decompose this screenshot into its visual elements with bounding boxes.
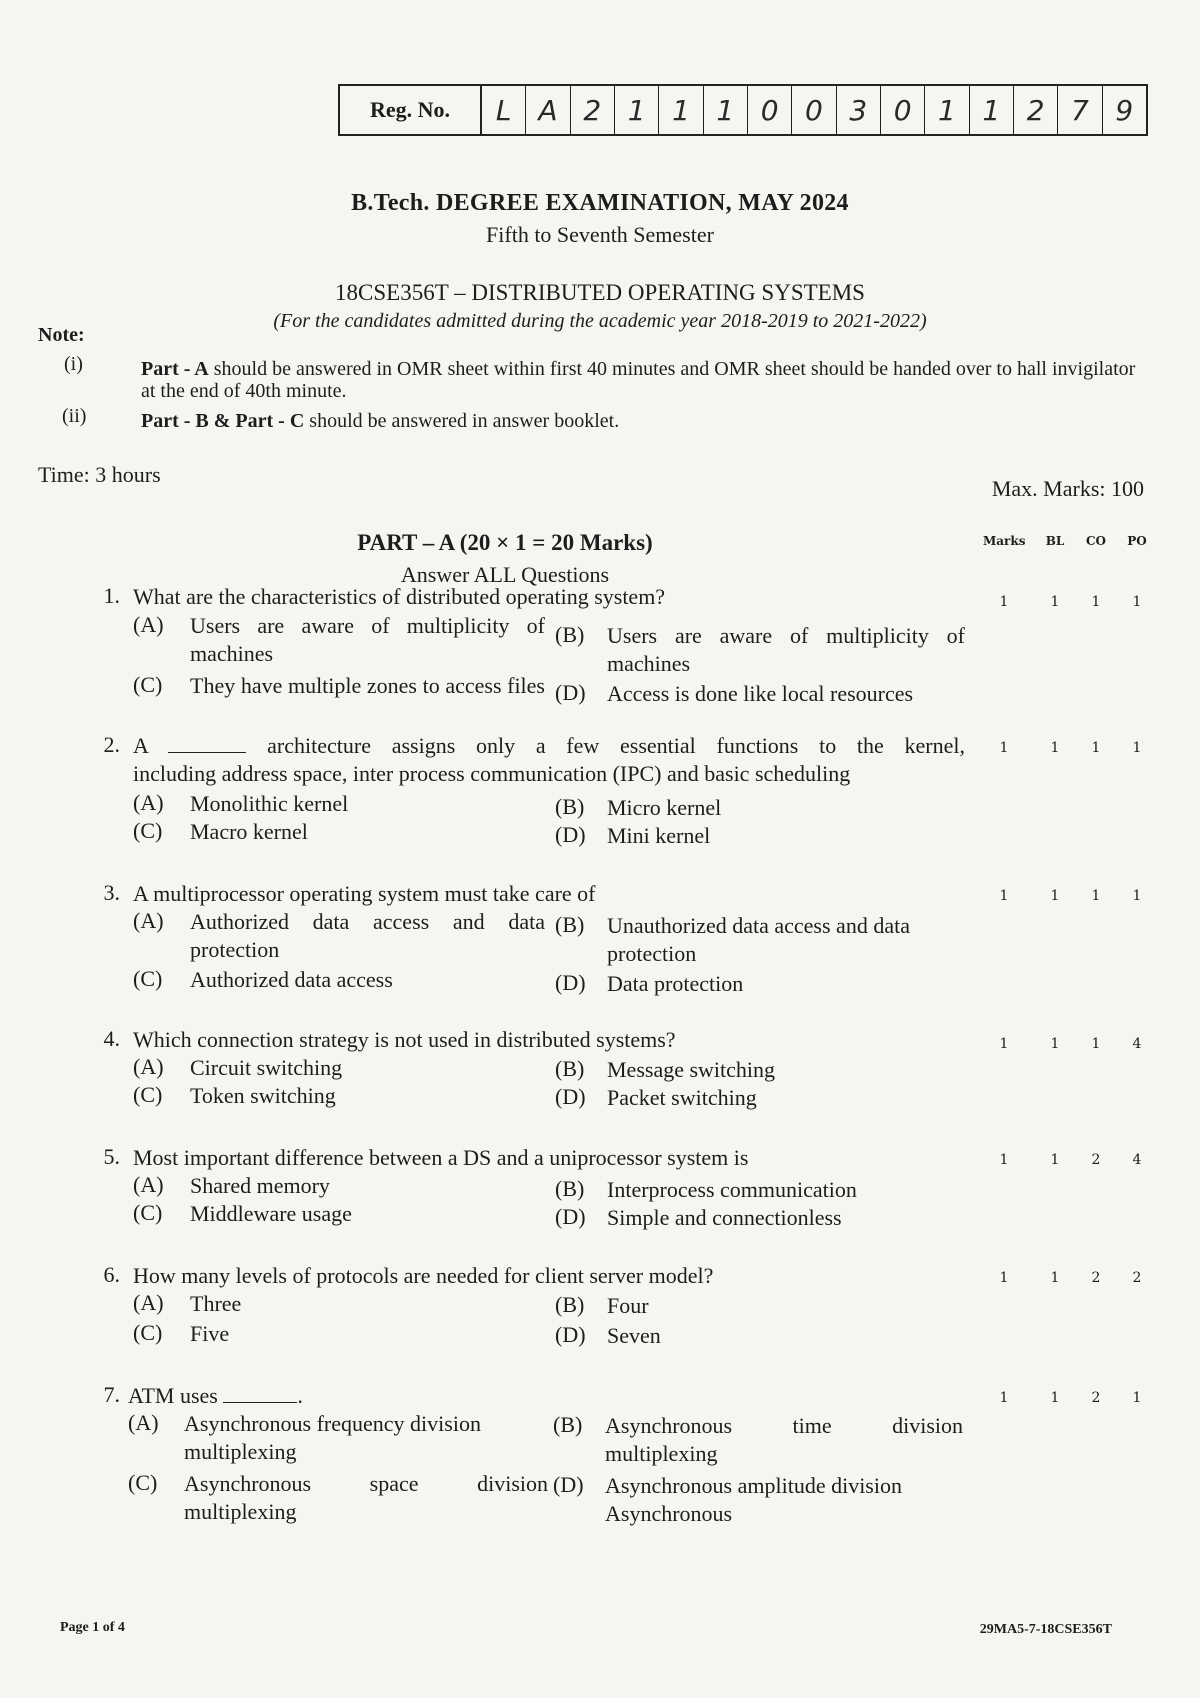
note-lead: Part - B & Part - C: [141, 410, 305, 432]
option-c: Macro kernel: [190, 819, 308, 844]
option-letter: (A): [133, 1172, 164, 1197]
option-a: Monolithic kernel: [190, 791, 349, 816]
semester: Fifth to Seventh Semester: [486, 222, 714, 247]
reg-digit: 0: [748, 86, 792, 134]
co-value: 1: [1091, 594, 1101, 610]
option-letter: (D): [555, 1084, 586, 1109]
option-letter: (D): [553, 1472, 584, 1497]
bl-value: 1: [1050, 1270, 1060, 1286]
option-letter: (C): [133, 1082, 163, 1107]
option-letter: (A): [133, 1054, 164, 1079]
option-letter: (C): [128, 1470, 158, 1495]
question-number: 3.: [103, 880, 120, 905]
option-c: Token switching: [190, 1083, 336, 1108]
option-letter: (B): [555, 622, 585, 647]
option-b: Micro kernel: [607, 795, 722, 820]
co-value: 2: [1091, 1152, 1101, 1168]
part-a-subtitle: Answer ALL Questions: [400, 562, 610, 587]
question-text-part: ATM uses: [128, 1383, 218, 1408]
option-d: Packet switching: [607, 1085, 757, 1110]
reg-number-label: Reg. No.: [340, 86, 482, 134]
option-a: Users are aware of multiplicity of machines: [190, 613, 545, 666]
marks-value: 1: [999, 594, 1009, 610]
option-d: Simple and connectionless: [607, 1205, 842, 1230]
po-value: 1: [1132, 888, 1142, 904]
option-letter: (D): [555, 970, 586, 995]
option-d: Seven: [607, 1323, 661, 1348]
marks-value: 1: [999, 1036, 1009, 1052]
bl-value: 1: [1050, 1390, 1060, 1406]
co-value: 1: [1091, 888, 1101, 904]
question-text: What are the characteristics of distributed operating system?: [133, 584, 666, 609]
option-letter: (D): [555, 822, 586, 847]
option-b: Interprocess communication: [607, 1177, 857, 1202]
question-text: A multiprocessor operating system must take care of: [133, 881, 596, 906]
eligibility-note: (For the candidates admitted during the academic year 2018-2019 to 2021-2022): [273, 310, 927, 332]
option-a: Three: [190, 1291, 242, 1316]
reg-number-box: [338, 84, 1148, 136]
reg-digit: 0: [881, 86, 925, 134]
option-a: Circuit switching: [190, 1055, 343, 1080]
question-text: Which connection strategy is not used in distributed systems?: [133, 1027, 676, 1052]
co-value: 2: [1091, 1390, 1101, 1406]
co-value: 2: [1091, 1270, 1101, 1286]
co-value: 1: [1091, 740, 1101, 756]
option-letter: (D): [555, 1322, 586, 1347]
note-body: should be answered in OMR sheet within first 40 minutes and OMR sheet should be handed over to hall invigilator at the end of 40th minute.: [141, 358, 1136, 402]
question-text-part: A: [133, 733, 148, 758]
reg-digit: 1: [970, 86, 1014, 134]
column-header-po: PO: [1127, 534, 1147, 548]
page-number: Page 1 of 4: [60, 1620, 125, 1635]
option-letter: (C): [133, 672, 163, 697]
reg-digit: L: [482, 86, 526, 134]
bl-value: 1: [1050, 888, 1060, 904]
option-b: Four: [607, 1293, 649, 1318]
po-value: 1: [1132, 1390, 1142, 1406]
marks-value: 1: [999, 1390, 1009, 1406]
option-b: Asynchronous time division multiplexing: [605, 1413, 963, 1466]
option-letter: (A): [128, 1410, 159, 1435]
column-header-bl: BL: [1045, 534, 1065, 548]
paper-code: 29MA5-7-18CSE356T: [979, 1622, 1112, 1637]
exam-title: B.Tech. DEGREE EXAMINATION, MAY 2024: [351, 190, 849, 216]
marks-value: 1: [999, 1270, 1009, 1286]
column-header-co: CO: [1085, 534, 1106, 548]
question-number: 6.: [103, 1262, 120, 1287]
note-label: Note:: [38, 324, 85, 346]
note-text: [141, 410, 1151, 432]
reg-digit: 0: [792, 86, 836, 134]
note-body: should be answered in answer booklet.: [304, 410, 620, 432]
option-c: Asynchronous space division multiplexing: [184, 1471, 548, 1524]
marks-value: 1: [999, 1152, 1009, 1168]
option-letter: (A): [133, 612, 164, 637]
option-letter: (B): [555, 794, 585, 819]
option-d: Data protection: [607, 971, 744, 996]
option-letter: (A): [133, 1290, 164, 1315]
column-header-marks: Marks: [983, 534, 1026, 548]
reg-digit: 1: [659, 86, 703, 134]
po-value: 2: [1132, 1270, 1142, 1286]
option-d: Asynchronous amplitude division Asynchronous: [605, 1473, 902, 1526]
bl-value: 1: [1050, 594, 1060, 610]
reg-digit: 7: [1058, 86, 1102, 134]
question-text: [133, 732, 965, 760]
reg-digit: 3: [837, 86, 881, 134]
marks-value: 1: [999, 740, 1009, 756]
reg-number-cells: [482, 86, 1146, 134]
exam-duration: Time: 3 hours: [38, 462, 161, 487]
option-a: Asynchronous frequency division multiplexing: [184, 1411, 481, 1464]
option-letter: (B): [553, 1412, 583, 1437]
answer-blank: [223, 1384, 297, 1403]
reg-digit: 2: [1014, 86, 1058, 134]
question-text: Most important difference between a DS and a uniprocessor system is: [133, 1145, 749, 1170]
max-marks: Max. Marks: 100: [991, 476, 1144, 501]
question-text-part: architecture assigns only a few essential functions to the kernel,: [267, 733, 966, 758]
option-letter: (C): [133, 1200, 163, 1225]
option-b: Unauthorized data access and data protection: [607, 913, 910, 966]
option-c: Authorized data access: [190, 967, 393, 992]
option-d: Mini kernel: [607, 823, 711, 848]
reg-digit: 1: [704, 86, 748, 134]
note-lead: Part - A: [141, 358, 209, 380]
option-letter: (C): [133, 1320, 163, 1345]
question-text-continued: including address space, inter process communication (IPC) and basic scheduling: [133, 761, 851, 786]
question-number: 4.: [103, 1026, 120, 1051]
po-value: 1: [1132, 740, 1142, 756]
part-a-title: PART – A (20 × 1 = 20 Marks): [357, 530, 653, 555]
co-value: 1: [1091, 1036, 1101, 1052]
question-text: How many levels of protocols are needed for client server model?: [133, 1263, 714, 1288]
reg-digit: 2: [571, 86, 615, 134]
reg-digit: 9: [1115, 93, 1134, 127]
option-letter: (D): [555, 680, 586, 705]
option-letter: (A): [133, 908, 164, 933]
note-number: (ii): [62, 405, 87, 427]
po-value: 1: [1132, 594, 1142, 610]
option-c: They have multiple zones to access files: [190, 673, 545, 698]
option-letter: (A): [133, 790, 164, 815]
note-number: (i): [64, 353, 83, 375]
option-a: Shared memory: [190, 1173, 330, 1198]
answer-blank: [168, 734, 246, 753]
option-letter: (C): [133, 966, 163, 991]
question-number: 2.: [103, 732, 120, 757]
option-letter: (D): [555, 1204, 586, 1229]
option-a: Authorized data access and data protection: [190, 909, 545, 962]
option-letter: (B): [555, 1176, 585, 1201]
note-text: [141, 358, 1151, 402]
option-letter: (B): [555, 1056, 585, 1081]
reg-digit: 1: [615, 86, 659, 134]
reg-digit: 1: [925, 86, 969, 134]
option-c: Five: [190, 1321, 230, 1346]
question-number: 7.: [103, 1382, 120, 1407]
option-b: Users are aware of multiplicity of machines: [607, 623, 965, 676]
option-letter: (C): [133, 818, 163, 843]
option-letter: (B): [555, 1292, 585, 1317]
question-number: 5.: [103, 1144, 120, 1169]
option-d: Access is done like local resources: [607, 681, 914, 706]
bl-value: 1: [1050, 1036, 1060, 1052]
course-title: 18CSE356T – DISTRIBUTED OPERATING SYSTEMS: [335, 280, 865, 305]
question-number: 1.: [103, 583, 120, 608]
option-c: Middleware usage: [190, 1201, 352, 1226]
marks-value: 1: [999, 888, 1009, 904]
option-letter: (B): [555, 912, 585, 937]
option-b: Message switching: [607, 1057, 776, 1082]
bl-value: 1: [1050, 740, 1060, 756]
po-value: 4: [1132, 1152, 1142, 1168]
question-text: [128, 1382, 303, 1410]
reg-digit: A: [526, 86, 570, 134]
po-value: 4: [1132, 1036, 1142, 1052]
question-text-part: .: [297, 1383, 303, 1408]
bl-value: 1: [1050, 1152, 1060, 1168]
